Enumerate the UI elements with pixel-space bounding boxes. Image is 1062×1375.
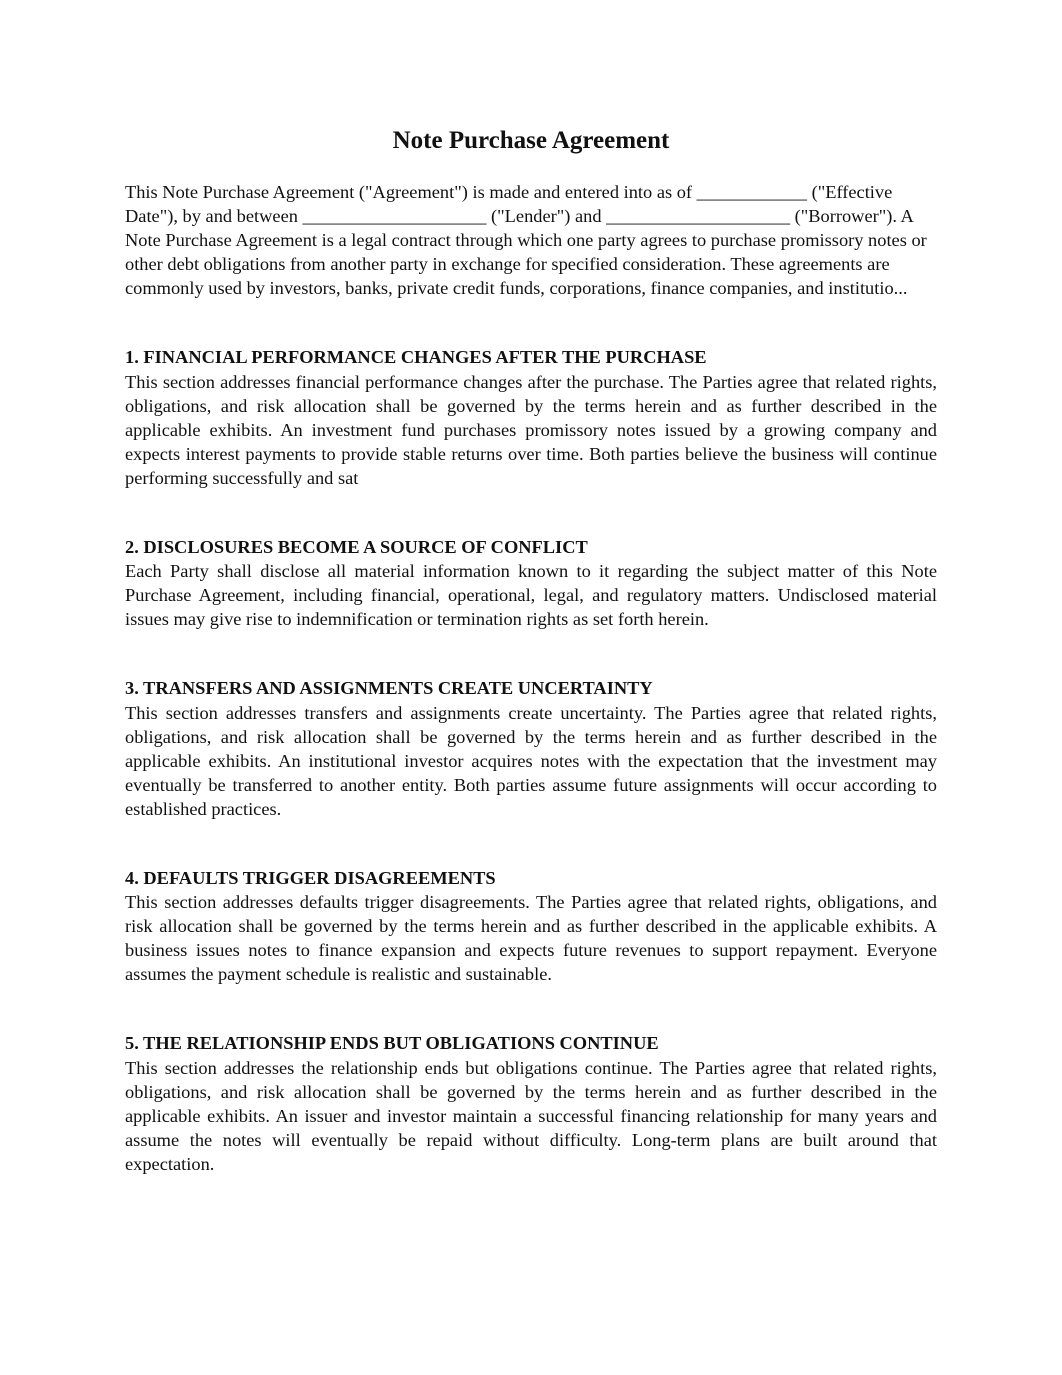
document-body xyxy=(125,180,937,1176)
intro-paragraph: This Note Purchase Agreement ("Agreement") is made and entered into as of ____________ ("Effective Date"), by and between ____________________ ("Lender") and ____________________ ("Borrower"). A Note Purchase Agreement is a legal contract through which one party agrees to purchase promissory notes or other debt obligations from another party in exchange for specified consideration. These agreements are commonly used by investors, banks, private credit funds, corporations, finance companies, and institutio... xyxy=(125,182,927,299)
section-body: Each Party shall disclose all material information known to it regarding the subject matter of this Note Purchase Agreement, including financial, operational, legal, and regulatory matters. Undisclosed material issues may give rise to indemnification or termination rights as set forth herein. xyxy=(125,561,937,630)
section-3 xyxy=(125,676,937,821)
section-heading: 4. DEFAULTS TRIGGER DISAGREEMENTS xyxy=(125,867,496,888)
section-heading: 3. TRANSFERS AND ASSIGNMENTS CREATE UNCERTAINTY xyxy=(125,678,653,699)
section-heading: 1. FINANCIAL PERFORMANCE CHANGES AFTER THE PURCHASE xyxy=(125,347,707,368)
section-2 xyxy=(125,535,937,631)
section-heading: 5. THE RELATIONSHIP ENDS BUT OBLIGATIONS CONTINUE xyxy=(125,1033,659,1054)
section-body: This section addresses defaults trigger disagreements. The Parties agree that related rights, obligations, and risk allocation shall be governed by the terms herein and as further described in the applicable exhibits. A business issues notes to finance expansion and expects future revenues to support repayment. Everyone assumes the payment schedule is realistic and sustainable. xyxy=(125,892,937,985)
section-body: This section addresses transfers and assignments create uncertainty. The Parties agree that related rights, obligations, and risk allocation shall be governed by the terms herein and as further described in the applicable exhibits. An institutional investor acquires notes with the expectation that the investment may eventually be transferred to another entity. Both parties assume future assignments will occur according to established practices. xyxy=(125,702,937,819)
section-1 xyxy=(125,345,937,490)
section-4 xyxy=(125,866,937,986)
page-title: Note Purchase Agreement xyxy=(392,127,670,154)
section-heading: 2. DISCLOSURES BECOME A SOURCE OF CONFLICT xyxy=(125,537,588,558)
section-body: This section addresses the relationship ends but obligations continue. The Parties agree that related rights, obligations, and risk allocation shall be governed by the terms herein and as further described in the applicable exhibits. An issuer and investor maintain a successful financing relationship for many years and assume the notes will eventually be repaid without difficulty. Long-term plans are built around that expectation. xyxy=(125,1057,937,1174)
section-body: This section addresses financial performance changes after the purchase. The Parties agree that related rights, obligations, and risk allocation shall be governed by the terms herein and as further described in the applicable exhibits. An investment fund purchases promissory notes issued by a growing company and expects interest payments to provide stable returns over time. Both parties believe the business will continue performing successfully and sat xyxy=(125,371,937,488)
section-5 xyxy=(125,1031,937,1176)
